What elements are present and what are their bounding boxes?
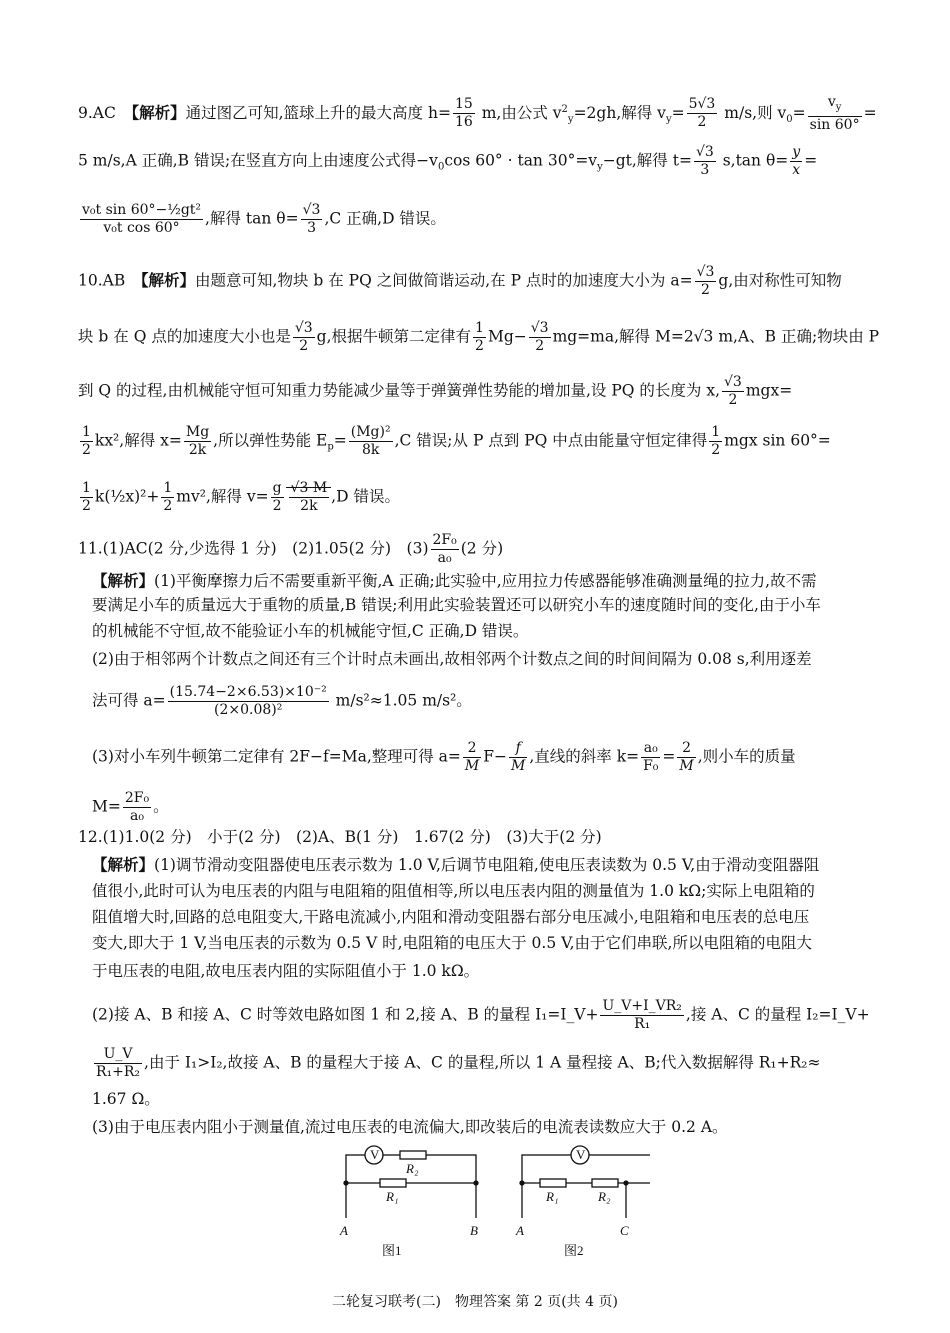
resistor-r1-icon [380, 1179, 406, 1187]
q11-explain-5: 法可得 a= $\frac{\text{(15.74−2×6.53)×10⁻²}}{\text{(2×0.08)²}}$ m/s²≈1.05 m/s²。 [92, 684, 472, 718]
q12-explain-5: 于电压表的电阻,故电压表内阻的实际阻值小于 1.0 kΩ。 [92, 962, 480, 980]
fig1-terminal-b: B [470, 1223, 478, 1238]
fig2-r2-label: R₂ [598, 1189, 611, 1204]
q11-explain-1: 【解析】(1)平衡摩擦力后不需要重新平衡,A 正确;此实验中,应用拉力传感器能够准确测量绳的拉力,故不需 [92, 571, 817, 590]
q10-line-2: 块 b 在 Q 点的加速度大小也是 $\frac{√3}{2}$ g,根据牛顿第二定律有 $\frac{1}{2}$ Mg− $\frac{√3}{2}$ mg=ma,解得 M=2√3 m,A、B 正确;物块由 P [78, 320, 880, 354]
q9-line-1: 9.AC 【解析】通过图乙可知,篮球上升的最大高度 h= $\frac{15}{16}$ m,由公式 $v^2_y=2gh$,解得 $v_y=$ $\frac{5√3}{2}$ m/s,则 $v_0=$ $\frac{v_y}{\sin 60^\circ}$ = [78, 94, 877, 133]
q12-explain-9: (3)由于电压表内阻小于测量值,流过电压表的电流偏大,即改装后的电流表读数应大于 0.2 A。 [92, 1118, 728, 1136]
q11-explain-6: (3)对小车列牛顿第二定律有 2F−f=Ma,整理可得 a= $\frac{2}{M}$ F− $\frac{f}{M}$ ,直线的斜率 k= $\frac{\text{a₀}}{\text{F₀}}$ = $\frac{2}{M}$ ,则小车的质量 [92, 740, 796, 774]
fig2-voltmeter-label: V [576, 1147, 586, 1162]
q12-explain-1: 【解析】(1)调节滑动变阻器使电压表示数为 1.0 V,后调节电阻箱,使电压表读数为 0.5 V,由于滑动变阻器阻 [92, 855, 820, 874]
q12-answer-line: 12.(1)1.0(2 分) 小于(2 分) (2)A、B(1 分) 1.67(2 分) (3)大于(2 分) [78, 828, 602, 846]
fig2-caption: 图2 [564, 1243, 584, 1258]
q12-explain-8: 1.67 Ω。 [92, 1090, 160, 1108]
q11-explain-2: 要满足小车的质量远大于重物的质量,B 错误;利用此实验装置还可以研究小车的速度随时间的变化,由于小车 [92, 596, 821, 614]
q9-line-3: $\frac{\text{v₀t sin 60°−½gt²}}{\text{v₀t cos 60°}}$ ,解得 tan θ= $\frac{√3}{3}$ ,C 正确,D 错误。 [82, 202, 446, 236]
fig2-r1-label: R₁ [546, 1189, 559, 1204]
q10-line-5: $\frac{1}{2}$ k(½x)²+ $\frac{1}{2}$ mv²,解得 v= $\frac{g}{2}$ $\frac{√3 M}{2k}$ ,D 错误。 [82, 480, 400, 514]
resistor-r2-icon [592, 1179, 618, 1187]
fig2-terminal-c: C [620, 1223, 629, 1238]
fig2-terminal-a: A [516, 1223, 524, 1238]
q12-explain-3: 阻值增大时,回路的总电阻变大,干路电流减小,内阻和滑动变阻器右部分电压减小,电阻箱和电压表的总电压 [92, 908, 810, 926]
q12-explain-4: 变大,即大于 1 V,当电压表的示数为 0.5 V 时,电阻箱的电压大于 0.5 V,由于它们串联,所以电阻箱的电阻大 [92, 934, 812, 952]
q12-explain-2: 值很小,此时可认为电压表的内阻与电阻箱的阻值相等,所以电压表内阻的测量值为 1.0 kΩ;实际上电阻箱的 [92, 882, 815, 900]
fig1-caption: 图1 [382, 1243, 402, 1258]
q10-line-4: $\frac{1}{2}$ kx²,解得 x= $\frac{Mg}{2k}$ ,所以弹性势能 $E_p=$ $\frac{\text{(Mg)²}}{8k}$ ,C 错误;从 P 点到 PQ 中点由能量守恒定律得 $\frac{1}{2}$ mgx sin 60°= [82, 424, 831, 458]
q10-line-3: 到 Q 的过程,由机械能守恒可知重力势能减少量等于弹簧弹性势能的增加量,设 PQ 的长度为 x, $\frac{√3}{2}$ mgx= [78, 374, 793, 408]
q10-line-1: 10.AB 【解析】由题意可知,物块 b 在 PQ 之间做简谐运动,在 P 点时的加速度大小为 a= $\frac{√3}{2}$ g,由对称性可知物 [78, 264, 842, 298]
q12-explain-7: $\frac{U\_V}{\text{R₁+R₂}}$ ,由于 I₁>I₂,故接 A、B 的量程大于接 A、C 的量程,所以 1 A 量程接 A、B;代入数据解得 R₁+R₂≈ [96, 1046, 821, 1080]
circuit-figures [330, 1143, 650, 1268]
q9-line-2: 5 m/s,A 正确,B 错误;在竖直方向上由速度公式得$-v_0\cos$ $60^\circ \cdot \tan 30^\circ=v_y-gt$,解得 t= $\frac{√3}{3}$ s,tan θ= $\frac{y}{x}$ = [78, 144, 818, 178]
q11-explain-3: 的机械能不守恒,故不能验证小车的机械能守恒,C 正确,D 错误。 [92, 622, 529, 640]
q12-explain-6: (2)接 A、B 和接 A、C 时等效电路如图 1 和 2,接 A、B 的量程 I₁=I_V+ $\frac{\text{U\_V+I\_VR₂}}{\text{R₁}}$ ,接 A、C 的量程 I₂=I_V+ [92, 998, 870, 1032]
fig1-r1-label: R₁ [386, 1189, 399, 1204]
fig1-terminal-a: A [340, 1223, 348, 1238]
page-footer: 二轮复习联考(二) 物理答案 第 2 页(共 4 页) [332, 1294, 618, 1310]
q11-explain-7: M= $\frac{\text{2F₀}}{\text{a₀}}$ 。 [92, 790, 169, 824]
resistor-r2-icon [400, 1151, 426, 1159]
circuit-figure-1 [344, 1146, 478, 1218]
q11-answer-line: 11.(1)AC(2 分,少选得 1 分) (2)1.05(2 分) (3) $\frac{\text{2F₀}}{\text{a₀}}$ (2 分) [78, 532, 504, 566]
fig1-voltmeter-label: V [370, 1147, 380, 1162]
fig1-r2-label: R₂ [406, 1161, 419, 1176]
resistor-r1-icon [540, 1179, 566, 1187]
q11-explain-4: (2)由于相邻两个计数点之间还有三个计时点未画出,故相邻两个计数点之间的时间间隔为 0.08 s,利用逐差 [92, 650, 812, 668]
